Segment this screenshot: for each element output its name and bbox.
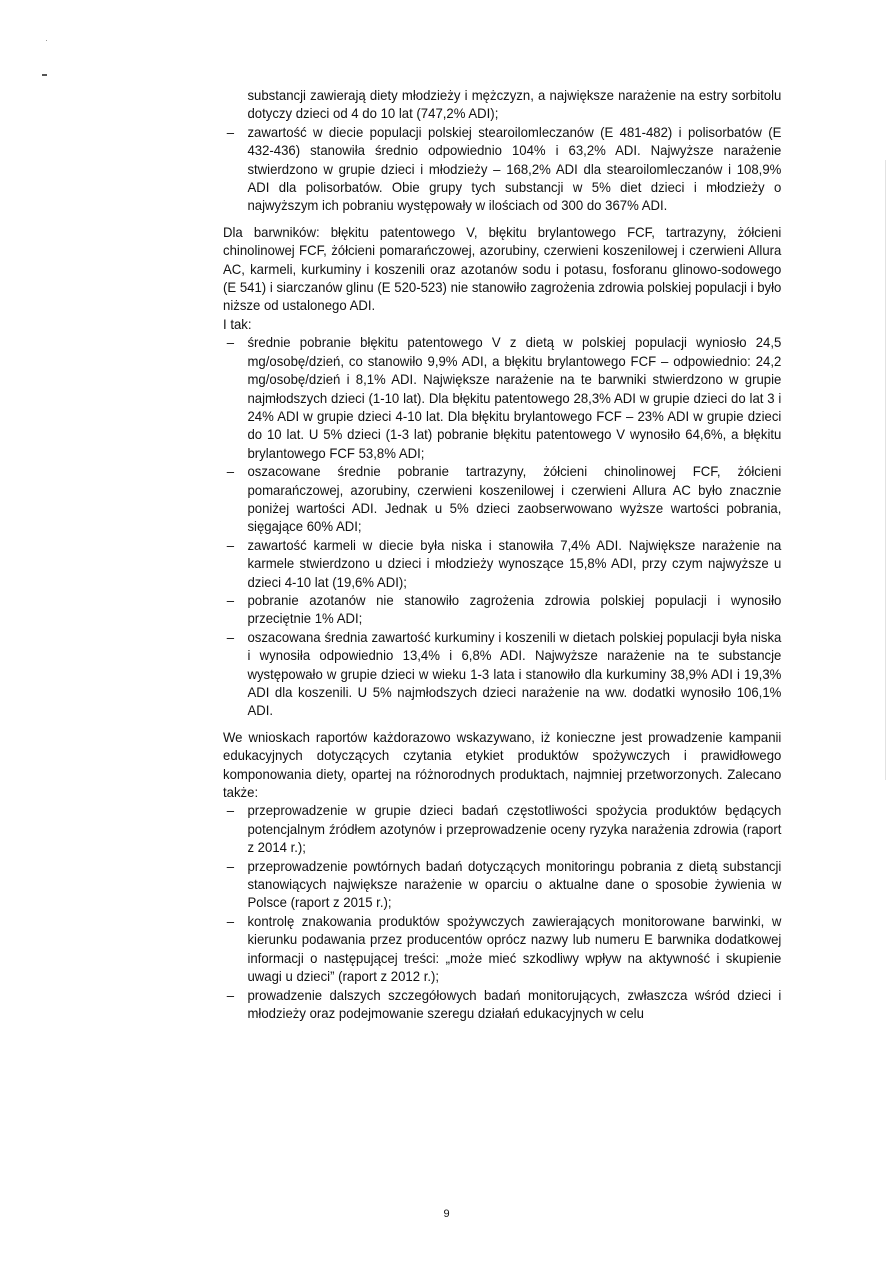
page-number: 9 (443, 1208, 450, 1220)
list-item: – pobranie azotanów nie stanowiło zagrożenia zdrowia polskiej populacji i wynosiło przeciętnie 1% ADI; (223, 591, 781, 628)
list-item: – zawartość w diecie populacji polskiej stearoilomleczanów (E 481-482) i polisorbatów (E 432-436) stanowiła średnio odpowiednio 104% i 63,2% ADI. Najwyższe narażenie stwierdzono w grupie dzieci i młodzieży – 168,2% ADI dla stearoilomleczanów i 108,9% ADI dla polisorbatów. Obie grupy tych substancji w 5% diet dzieci i młodzieży o najwyższym ich pobraniu występowały w ilościach od 300 do 367% ADI. (223, 123, 781, 215)
list-item: – oszacowana średnia zawartość kurkuminy i koszenili w dietach polskiej populacji była niska i wynosiła odpowiednio 13,4% i 6,8% ADI. Najwyższe narażenie na te substancje występowało w grupie dzieci w wieku 1-3 lata i stanowiło dla kurkuminy 38,9% ADI i 19,3% ADI dla koszenili. U 5% najmłodszych dzieci narażenie na ww. dodatki wynosiło 106,1% ADI. (223, 628, 781, 720)
conclusions-paragraph: We wnioskach raportów każdorazowo wskazywano, iż konieczne jest prowadzenie kampanii edukacyjnych dotyczących czytania etykiet produktów spożywczych i prawidłowego komponowania diety, opartej na różnorodnych produktach, najmniej przetworzonych. Zalecano także: (223, 728, 782, 801)
list-item: – przeprowadzenie w grupie dzieci badań częstotliwości spożycia produktów będących potencjalnym źródłem azotynów i przeprowadzenie oceny ryzyka narażenia zdrowia (raport z 2014 r.); (223, 801, 781, 856)
continued-list-item: substancji zawierają diety młodzieży i mężczyzn, a największe narażenie na estry sorbitolu dotyczy dzieci od 4 do 10 lat (747,2% ADI); (247, 87, 782, 122)
recommendations-list (223, 801, 781, 1022)
list-item: – prowadzenie dalszych szczegółowych badań monitorujących, zwłaszcza wśród dzieci i młodzieży oraz podejmowanie szeregu działań edukacyjnych w celu (223, 986, 781, 1023)
list-item: – oszacowane średnie pobranie tartrazyny, żółcieni chinolinowej FCF, żółcieni pomarańczowej, azorubiny, czerwieni koszenilowej i czerwieni Allura AC było znacznie poniżej wartości ADI. Jednak u 5% dzieci zaobserwowano wyższe wartości pobrania, sięgające 60% ADI; (223, 462, 781, 536)
list-item: – średnie pobranie błękitu patentowego V z dietą w polskiej populacji wyniosło 24,5 mg/osobę/dzień, co stanowiło 9,9% ADI, a błękitu brylantowego FCF – odpowiednio: 24,2 mg/osobę/dzień i 8,1% ADI. Największe narażenie na te barwniki stwierdzono w grupie najmłodszych dzieci (1-10 lat). Dla błękitu patentowego 28,3% ADI w grupie dzieci do lat 3 i 24% ADI w grupie dzieci 4-10 lat. Dla błękitu brylantowego FCF – 23% ADI w grupie dzieci do 10 lat. U 5% dzieci (1-3 lat) pobranie błękitu patentowego V wynosiło 64,6%, a błękitu brylantowego FCF 53,8% ADI; (223, 333, 781, 462)
list-item: – przeprowadzenie powtórnych badań dotyczących monitoringu pobrania z dietą substancji stanowiących największe narażenie w oparciu o aktualne dane o sposobie żywienia w Polsce (raport z 2015 r.); (223, 857, 781, 912)
scan-mark (42, 74, 47, 76)
colorants-lead: I tak: (223, 315, 252, 332)
scan-edge-shadow (885, 160, 886, 780)
page-body (223, 86, 782, 1022)
list-item: – kontrolę znakowania produktów spożywczych zawierających monitorowane barwinki, w kierunku podawania przez producentów oprócz nazwy lub numeru E barwnika dodatkowej informacji o następującej treści: „może mieć szkodliwy wpływ na aktywność i skupienie uwagi u dzieci” (raport z 2012 r.); (223, 912, 781, 986)
additives-list (223, 123, 781, 215)
colorants-paragraph: Dla barwników: błękitu patentowego V, błękitu brylantowego FCF, tartrazyny, żółcieni chinolinowej FCF, żółcieni pomarańczowej, azorubiny, czerwieni koszenilowej i czerwieni Allura AC, karmeli, kurkuminy i koszenili oraz azotanów sodu i potasu, fosforanu glinowo-sodowego (E 541) i siarczanów glinu (E 520-523) nie stanowiło zagrożenia zdrowia polskiej populacji i było niższe od ustalonego ADI. (223, 223, 782, 314)
scan-speck (46, 40, 47, 41)
list-item: – zawartość karmeli w diecie była niska i stanowiła 7,4% ADI. Największe narażenie na karmele stwierdzono u dzieci i młodzieży wynoszące 15,8% ADI, przy czym najwyższe u dzieci 4-10 lat (19,6% ADI); (223, 536, 781, 591)
colorants-list (223, 333, 781, 720)
